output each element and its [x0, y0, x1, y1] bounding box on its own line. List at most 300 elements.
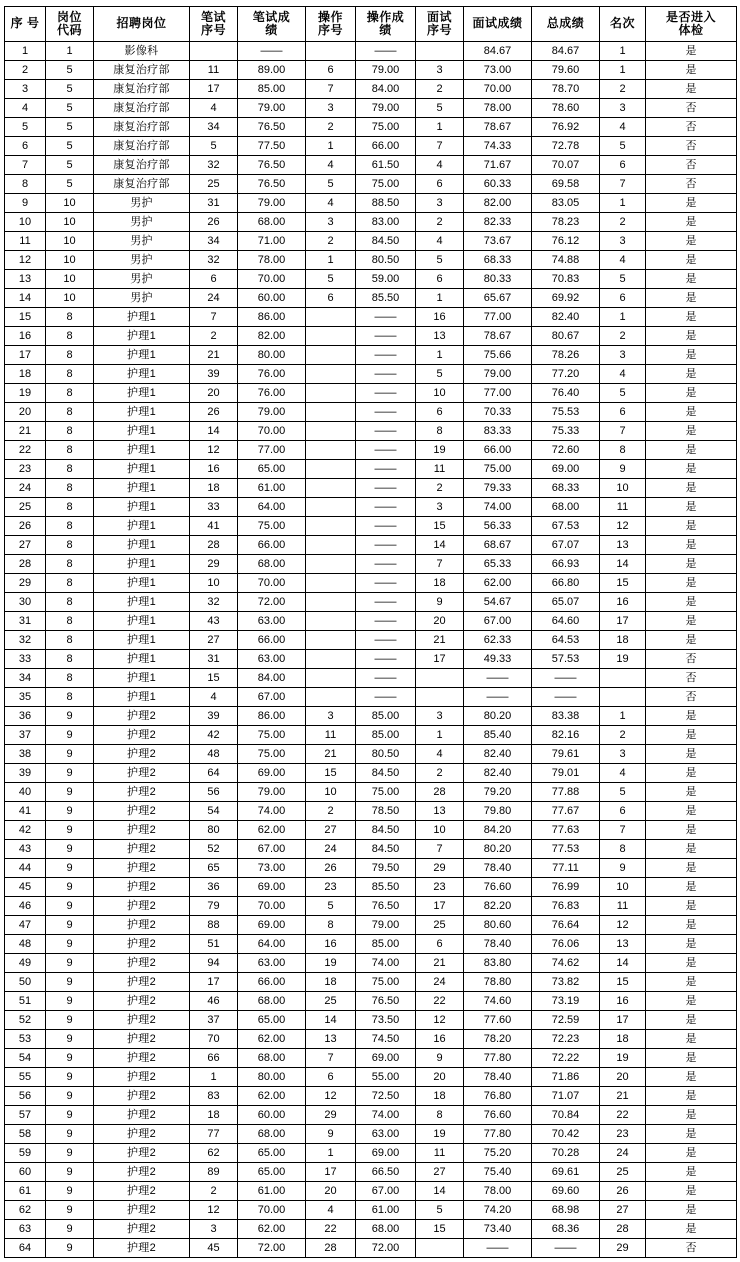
cell-post-name: 护理1 — [94, 612, 190, 631]
cell-written-no — [190, 42, 238, 61]
cell-total-score: 77.88 — [532, 783, 600, 802]
cell-operation-score: 84.50 — [356, 821, 416, 840]
cell-serial: 59 — [5, 1144, 46, 1163]
col-header-post-name — [94, 7, 190, 42]
cell-medical-check: 是 — [646, 194, 737, 213]
cell-operation-score: —— — [356, 42, 416, 61]
cell-interview-no: 16 — [416, 308, 464, 327]
cell-written-score: 63.00 — [238, 954, 306, 973]
cell-post-name: 护理2 — [94, 916, 190, 935]
cell-operation-score: 76.50 — [356, 992, 416, 1011]
cell-interview-score: 82.00 — [464, 194, 532, 213]
cell-post-code: 9 — [46, 992, 94, 1011]
cell-interview-score: 83.33 — [464, 422, 532, 441]
cell-written-no: 11 — [190, 61, 238, 80]
cell-post-name: 护理2 — [94, 1125, 190, 1144]
table-row — [5, 688, 737, 707]
cell-interview-no: 5 — [416, 365, 464, 384]
cell-written-score: 62.00 — [238, 821, 306, 840]
cell-post-code: 9 — [46, 1087, 94, 1106]
cell-medical-check: 是 — [646, 878, 737, 897]
cell-post-name: 护理1 — [94, 384, 190, 403]
table-row — [5, 859, 737, 878]
cell-serial: 45 — [5, 878, 46, 897]
cell-total-score: 72.59 — [532, 1011, 600, 1030]
cell-written-score: 61.00 — [238, 479, 306, 498]
cell-written-score: 80.00 — [238, 1068, 306, 1087]
cell-post-name: 护理2 — [94, 1163, 190, 1182]
cell-interview-score: 82.33 — [464, 213, 532, 232]
cell-interview-no: 6 — [416, 403, 464, 422]
cell-rank: 14 — [600, 555, 646, 574]
cell-post-code: 8 — [46, 403, 94, 422]
cell-total-score: 76.12 — [532, 232, 600, 251]
cell-rank: 1 — [600, 194, 646, 213]
cell-operation-score: 84.50 — [356, 840, 416, 859]
col-header-line: 代码 — [56, 23, 82, 37]
cell-post-name: 护理1 — [94, 365, 190, 384]
cell-total-score: 77.67 — [532, 802, 600, 821]
cell-medical-check: 是 — [646, 289, 737, 308]
cell-post-code: 8 — [46, 631, 94, 650]
cell-post-code: 1 — [46, 42, 94, 61]
cell-operation-score: 75.00 — [356, 118, 416, 137]
cell-interview-no: 6 — [416, 175, 464, 194]
cell-serial: 56 — [5, 1087, 46, 1106]
cell-operation-score: 74.50 — [356, 1030, 416, 1049]
cell-interview-no: 8 — [416, 1106, 464, 1125]
cell-written-score: 72.00 — [238, 593, 306, 612]
table-row — [5, 1163, 737, 1182]
cell-written-score: 76.50 — [238, 118, 306, 137]
cell-serial: 37 — [5, 726, 46, 745]
cell-post-code: 8 — [46, 479, 94, 498]
cell-rank: 7 — [600, 175, 646, 194]
col-header-line: 操作 — [317, 9, 343, 24]
cell-total-score: 72.60 — [532, 441, 600, 460]
cell-written-no: 94 — [190, 954, 238, 973]
cell-serial: 19 — [5, 384, 46, 403]
cell-interview-no: 9 — [416, 1049, 464, 1068]
cell-total-score: 67.53 — [532, 517, 600, 536]
cell-post-code: 10 — [46, 270, 94, 289]
cell-operation-no: 7 — [306, 80, 356, 99]
cell-interview-score: 80.60 — [464, 916, 532, 935]
cell-serial: 30 — [5, 593, 46, 612]
cell-written-no: 77 — [190, 1125, 238, 1144]
cell-operation-score: 75.00 — [356, 783, 416, 802]
col-header-interview-no — [416, 7, 464, 42]
cell-operation-score: 84.00 — [356, 80, 416, 99]
cell-total-score: 73.82 — [532, 973, 600, 992]
cell-operation-score: —— — [356, 498, 416, 517]
table-row — [5, 1068, 737, 1087]
cell-serial: 54 — [5, 1049, 46, 1068]
cell-medical-check: 否 — [646, 175, 737, 194]
col-header-line: 总成绩 — [546, 16, 585, 31]
cell-post-code: 5 — [46, 156, 94, 175]
cell-interview-score: 76.60 — [464, 1106, 532, 1125]
cell-medical-check: 是 — [646, 1163, 737, 1182]
cell-serial: 64 — [5, 1239, 46, 1258]
cell-interview-score: 68.33 — [464, 251, 532, 270]
cell-interview-no: 1 — [416, 726, 464, 745]
table-row — [5, 555, 737, 574]
cell-total-score: 77.20 — [532, 365, 600, 384]
cell-interview-score: 62.00 — [464, 574, 532, 593]
cell-post-name: 护理2 — [94, 1182, 190, 1201]
cell-interview-no: 3 — [416, 707, 464, 726]
cell-written-score: 73.00 — [238, 859, 306, 878]
cell-serial: 17 — [5, 346, 46, 365]
cell-operation-score: 75.00 — [356, 973, 416, 992]
table-row — [5, 99, 737, 118]
cell-operation-score: 63.00 — [356, 1125, 416, 1144]
cell-interview-score: 74.20 — [464, 1201, 532, 1220]
cell-rank: 3 — [600, 346, 646, 365]
cell-interview-no: 7 — [416, 840, 464, 859]
cell-operation-score: —— — [356, 517, 416, 536]
cell-written-score: —— — [238, 42, 306, 61]
cell-post-name: 康复治疗部 — [94, 80, 190, 99]
table-row — [5, 631, 737, 650]
cell-total-score: 72.22 — [532, 1049, 600, 1068]
cell-post-code: 9 — [46, 821, 94, 840]
cell-total-score: 70.28 — [532, 1144, 600, 1163]
col-header-post-code — [46, 7, 94, 42]
cell-post-name: 康复治疗部 — [94, 118, 190, 137]
cell-operation-no — [306, 517, 356, 536]
cell-total-score: 66.80 — [532, 574, 600, 593]
cell-post-code: 9 — [46, 935, 94, 954]
cell-operation-score: 88.50 — [356, 194, 416, 213]
cell-operation-no: 6 — [306, 61, 356, 80]
cell-operation-score: 85.00 — [356, 707, 416, 726]
cell-post-code: 8 — [46, 536, 94, 555]
table-row — [5, 593, 737, 612]
col-header-line: 招聘岗位 — [116, 16, 167, 31]
cell-post-name: 护理2 — [94, 973, 190, 992]
cell-written-no: 14 — [190, 422, 238, 441]
cell-total-score: 78.26 — [532, 346, 600, 365]
cell-total-score: —— — [532, 1239, 600, 1258]
cell-medical-check: 否 — [646, 1239, 737, 1258]
cell-medical-check: 是 — [646, 897, 737, 916]
cell-medical-check: 是 — [646, 1068, 737, 1087]
cell-medical-check: 是 — [646, 707, 737, 726]
cell-operation-score: 66.00 — [356, 137, 416, 156]
cell-written-score: 68.00 — [238, 992, 306, 1011]
cell-written-no: 88 — [190, 916, 238, 935]
cell-operation-no: 13 — [306, 1030, 356, 1049]
table-row — [5, 1182, 737, 1201]
cell-operation-score: —— — [356, 422, 416, 441]
cell-operation-no — [306, 441, 356, 460]
cell-interview-score: 77.00 — [464, 384, 532, 403]
cell-post-code: 10 — [46, 251, 94, 270]
cell-medical-check: 是 — [646, 251, 737, 270]
cell-written-score: 77.00 — [238, 441, 306, 460]
cell-operation-no: 29 — [306, 1106, 356, 1125]
table-row — [5, 213, 737, 232]
cell-serial: 61 — [5, 1182, 46, 1201]
cell-total-score: 79.01 — [532, 764, 600, 783]
cell-rank: 11 — [600, 498, 646, 517]
table-row — [5, 61, 737, 80]
cell-total-score: —— — [532, 688, 600, 707]
cell-interview-no: 16 — [416, 1030, 464, 1049]
cell-post-code: 9 — [46, 1144, 94, 1163]
cell-written-score: 76.50 — [238, 175, 306, 194]
cell-serial: 55 — [5, 1068, 46, 1087]
cell-post-name: 护理1 — [94, 346, 190, 365]
cell-interview-no: 18 — [416, 1087, 464, 1106]
cell-interview-score: 60.33 — [464, 175, 532, 194]
col-header-line: 是否进入 — [665, 9, 716, 24]
table-row — [5, 137, 737, 156]
cell-rank: 20 — [600, 1068, 646, 1087]
cell-interview-no: 8 — [416, 422, 464, 441]
cell-written-score: 70.00 — [238, 574, 306, 593]
cell-written-no: 10 — [190, 574, 238, 593]
cell-operation-score: —— — [356, 593, 416, 612]
cell-serial: 14 — [5, 289, 46, 308]
cell-serial: 48 — [5, 935, 46, 954]
cell-total-score: 69.58 — [532, 175, 600, 194]
table-row — [5, 783, 737, 802]
cell-rank: 12 — [600, 916, 646, 935]
cell-written-no: 34 — [190, 232, 238, 251]
cell-interview-no: 2 — [416, 479, 464, 498]
col-header-line: 绩 — [379, 23, 392, 37]
cell-post-name: 康复治疗部 — [94, 175, 190, 194]
cell-post-code: 8 — [46, 460, 94, 479]
cell-post-name: 护理2 — [94, 1011, 190, 1030]
cell-written-score: 76.50 — [238, 156, 306, 175]
cell-operation-no: 3 — [306, 213, 356, 232]
cell-rank: 16 — [600, 992, 646, 1011]
cell-written-score: 70.00 — [238, 422, 306, 441]
cell-interview-no: 20 — [416, 1068, 464, 1087]
cell-operation-score: 85.00 — [356, 935, 416, 954]
cell-interview-no — [416, 688, 464, 707]
cell-interview-no: 13 — [416, 327, 464, 346]
cell-written-no: 15 — [190, 669, 238, 688]
table-row — [5, 612, 737, 631]
cell-post-name: 护理2 — [94, 745, 190, 764]
cell-total-score: 68.36 — [532, 1220, 600, 1239]
cell-serial: 16 — [5, 327, 46, 346]
cell-written-no: 7 — [190, 308, 238, 327]
cell-post-code: 8 — [46, 327, 94, 346]
cell-rank: 5 — [600, 270, 646, 289]
cell-interview-no: 5 — [416, 99, 464, 118]
cell-written-score: 67.00 — [238, 840, 306, 859]
cell-post-name: 护理1 — [94, 479, 190, 498]
cell-operation-no: 3 — [306, 707, 356, 726]
cell-interview-score: 74.60 — [464, 992, 532, 1011]
cell-serial: 41 — [5, 802, 46, 821]
cell-operation-no: 1 — [306, 1144, 356, 1163]
cell-interview-no: 24 — [416, 973, 464, 992]
table-row — [5, 384, 737, 403]
cell-total-score: 76.92 — [532, 118, 600, 137]
cell-post-code: 8 — [46, 308, 94, 327]
cell-written-no: 4 — [190, 688, 238, 707]
cell-serial: 27 — [5, 536, 46, 555]
cell-post-code: 8 — [46, 555, 94, 574]
cell-medical-check: 否 — [646, 137, 737, 156]
cell-total-score: 83.05 — [532, 194, 600, 213]
cell-rank: 13 — [600, 935, 646, 954]
cell-written-score: 79.00 — [238, 194, 306, 213]
cell-rank: 8 — [600, 441, 646, 460]
cell-medical-check: 是 — [646, 612, 737, 631]
cell-post-code: 9 — [46, 802, 94, 821]
cell-medical-check: 是 — [646, 840, 737, 859]
cell-post-code: 9 — [46, 954, 94, 973]
col-header-line: 绩 — [265, 23, 278, 37]
cell-interview-no: 5 — [416, 1201, 464, 1220]
cell-written-no: 66 — [190, 1049, 238, 1068]
cell-post-code: 8 — [46, 422, 94, 441]
cell-rank: 24 — [600, 1144, 646, 1163]
cell-written-no: 20 — [190, 384, 238, 403]
cell-medical-check: 是 — [646, 821, 737, 840]
cell-operation-score: —— — [356, 669, 416, 688]
cell-interview-score: 78.40 — [464, 1068, 532, 1087]
cell-operation-no: 15 — [306, 764, 356, 783]
cell-serial: 2 — [5, 61, 46, 80]
cell-post-code: 9 — [46, 859, 94, 878]
cell-medical-check: 是 — [646, 802, 737, 821]
cell-post-code: 8 — [46, 441, 94, 460]
cell-serial: 22 — [5, 441, 46, 460]
cell-operation-score: 80.50 — [356, 745, 416, 764]
cell-interview-no: 23 — [416, 878, 464, 897]
cell-interview-score: 78.67 — [464, 118, 532, 137]
cell-interview-score: 79.80 — [464, 802, 532, 821]
table-row — [5, 517, 737, 536]
cell-interview-no: 11 — [416, 460, 464, 479]
cell-interview-no: 21 — [416, 954, 464, 973]
cell-interview-score: 54.67 — [464, 593, 532, 612]
cell-post-name: 康复治疗部 — [94, 99, 190, 118]
cell-rank: 4 — [600, 118, 646, 137]
table-row — [5, 194, 737, 213]
cell-interview-score: 82.20 — [464, 897, 532, 916]
cell-rank: 29 — [600, 1239, 646, 1258]
cell-medical-check: 是 — [646, 555, 737, 574]
table-row — [5, 916, 737, 935]
cell-written-score: 77.50 — [238, 137, 306, 156]
cell-operation-score: —— — [356, 346, 416, 365]
cell-rank: 1 — [600, 308, 646, 327]
cell-post-code: 8 — [46, 365, 94, 384]
cell-written-no: 17 — [190, 973, 238, 992]
cell-post-name: 护理1 — [94, 688, 190, 707]
cell-interview-score: —— — [464, 1239, 532, 1258]
cell-written-no: 32 — [190, 593, 238, 612]
cell-written-score: 82.00 — [238, 327, 306, 346]
cell-written-no: 51 — [190, 935, 238, 954]
cell-post-code: 5 — [46, 175, 94, 194]
table-row — [5, 707, 737, 726]
cell-interview-score: 76.80 — [464, 1087, 532, 1106]
cell-total-score: 71.07 — [532, 1087, 600, 1106]
cell-total-score: 69.60 — [532, 1182, 600, 1201]
cell-written-score: 79.00 — [238, 783, 306, 802]
cell-interview-score: 83.80 — [464, 954, 532, 973]
cell-serial: 33 — [5, 650, 46, 669]
cell-serial: 28 — [5, 555, 46, 574]
table-row — [5, 1144, 737, 1163]
cell-operation-no — [306, 327, 356, 346]
table-row — [5, 479, 737, 498]
cell-serial: 43 — [5, 840, 46, 859]
cell-written-no: 2 — [190, 327, 238, 346]
table-row — [5, 270, 737, 289]
cell-rank: 1 — [600, 61, 646, 80]
table-row — [5, 1125, 737, 1144]
cell-written-score: 75.00 — [238, 726, 306, 745]
cell-operation-no — [306, 555, 356, 574]
cell-interview-score: 49.33 — [464, 650, 532, 669]
cell-medical-check: 是 — [646, 1182, 737, 1201]
cell-rank: 9 — [600, 859, 646, 878]
cell-written-no: 64 — [190, 764, 238, 783]
cell-interview-score: 78.00 — [464, 1182, 532, 1201]
cell-operation-score: —— — [356, 441, 416, 460]
cell-interview-no: 2 — [416, 764, 464, 783]
table-row — [5, 669, 737, 688]
table-row — [5, 441, 737, 460]
col-header-line: 面试成绩 — [472, 16, 523, 31]
cell-rank: 4 — [600, 764, 646, 783]
table-header-row — [5, 7, 737, 42]
cell-total-score: 68.33 — [532, 479, 600, 498]
col-header-line: 面试 — [426, 9, 452, 24]
cell-post-name: 男护 — [94, 270, 190, 289]
cell-rank: 19 — [600, 1049, 646, 1068]
cell-interview-no: 2 — [416, 213, 464, 232]
cell-operation-score: —— — [356, 384, 416, 403]
cell-rank: 21 — [600, 1087, 646, 1106]
cell-operation-score: 78.50 — [356, 802, 416, 821]
cell-serial: 18 — [5, 365, 46, 384]
cell-serial: 38 — [5, 745, 46, 764]
cell-operation-no: 6 — [306, 1068, 356, 1087]
cell-rank: 1 — [600, 707, 646, 726]
cell-operation-no — [306, 593, 356, 612]
cell-written-score: 75.00 — [238, 517, 306, 536]
cell-serial: 15 — [5, 308, 46, 327]
cell-post-name: 护理2 — [94, 1049, 190, 1068]
cell-post-name: 护理2 — [94, 1239, 190, 1258]
cell-rank — [600, 688, 646, 707]
cell-medical-check: 是 — [646, 764, 737, 783]
table-row — [5, 878, 737, 897]
cell-operation-score: —— — [356, 460, 416, 479]
cell-post-code: 9 — [46, 783, 94, 802]
cell-operation-no: 17 — [306, 1163, 356, 1182]
cell-post-name: 护理1 — [94, 460, 190, 479]
cell-serial: 7 — [5, 156, 46, 175]
table-row — [5, 1106, 737, 1125]
cell-written-score: 68.00 — [238, 1049, 306, 1068]
cell-operation-score: 72.00 — [356, 1239, 416, 1258]
cell-written-no: 80 — [190, 821, 238, 840]
